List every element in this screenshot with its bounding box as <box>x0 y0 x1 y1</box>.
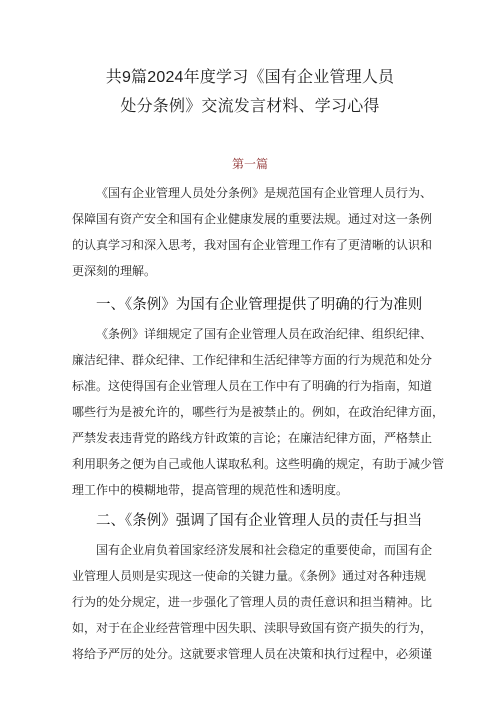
text-line: 业管理人员则是实现这一使命的关键力量。《条例》通过对各种违规 <box>72 569 427 583</box>
text-line: 的认真学习和深入思考，我对国有企业管理工作有了更清晰的认识和 <box>72 238 433 252</box>
section-heading-2: 二、《条例》强调了国有企业管理人员的责任与担当 <box>96 513 423 529</box>
text-line: 保障国有资产安全和国有企业健康发展的重要法规。通过对这一条例 <box>72 212 433 226</box>
section-label: 第一篇 <box>231 157 268 171</box>
text-line: 将给予严厉的处分。这就要求管理人员在决策和执行过程中，必须谨 <box>72 647 433 661</box>
text-line: 国有企业肩负着国家经济发展和社会稳定的重要使命，而国有企 <box>96 543 433 557</box>
intro-paragraph <box>72 180 432 284</box>
section-heading-1: 一、《条例》为国有企业管理提供了明确的行为准则 <box>96 297 423 313</box>
document-title-line-1: 共9篇2024年度学习《国有企业管理人员 <box>105 69 395 86</box>
paragraph-2 <box>72 537 432 667</box>
text-line: 行为的处分规定，进一步强化了管理人员的责任意识和担当精神。比 <box>72 595 433 609</box>
paragraph-1 <box>72 321 445 503</box>
text-line: 《条例》详细规定了国有企业管理人员在政治纪律、组织纪律、 <box>96 327 433 341</box>
document-title-line-2: 处分条例》交流发言材料、学习心得 <box>120 98 380 115</box>
text-line: 理工作中的模糊地带，提高管理的规范性和透明度。 <box>72 483 349 497</box>
text-line: 利用职务之便为自己或他人谋取私利。这些明确的规定，有助于减少管 <box>72 457 445 471</box>
text-line: 标准。这使得国有企业管理人员在工作中有了明确的行为指南，知道 <box>72 379 433 393</box>
text-line: 更深刻的理解。 <box>72 264 157 278</box>
text-line: 《国有企业管理人员处分条例》是规范国有企业管理人员行为、 <box>96 186 433 200</box>
text-line: 廉洁纪律、群众纪律、工作纪律和生活纪律等方面的行为规范和处分 <box>72 353 433 367</box>
text-line: 哪些行为是被允许的，哪些行为是被禁止的。例如，在政治纪律方面， <box>72 405 445 419</box>
text-line: 如，对于在企业经营管理中因失职、渎职导致国有资产损失的行为， <box>72 621 433 635</box>
text-line: 严禁发表违背党的路线方针政策的言论；在廉洁纪律方面，严格禁止 <box>72 431 433 445</box>
